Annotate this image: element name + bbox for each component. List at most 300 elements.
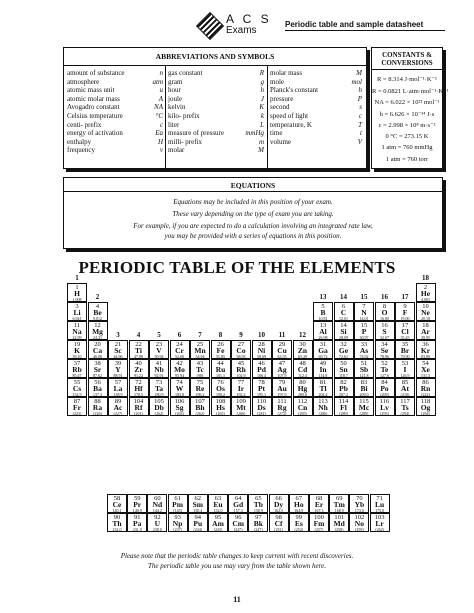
atomic-mass: 186.2 xyxy=(195,392,205,397)
element-symbol: Ta xyxy=(154,384,164,393)
element-symbol: W xyxy=(175,384,184,393)
element-cell xyxy=(313,340,333,359)
abbreviation-symbol: P xyxy=(357,94,362,103)
atomic-mass: 58.93 xyxy=(236,354,246,359)
element-cell xyxy=(188,513,208,532)
group-number: 4 xyxy=(136,331,141,339)
atomic-mass: (262) xyxy=(154,411,164,416)
atomic-mass: 39.95 xyxy=(421,335,430,340)
element-cell xyxy=(334,321,354,340)
atomic-number: 48 xyxy=(299,360,306,367)
periodic-table-title: PERIODIC TABLE OF THE ELEMENTS xyxy=(78,258,396,277)
atomic-number: 118 xyxy=(420,398,431,405)
atomic-number: 71 xyxy=(376,495,383,502)
element-symbol: Ga xyxy=(318,346,328,355)
atomic-number: 54 xyxy=(422,360,429,367)
element-cell xyxy=(147,494,167,513)
atomic-number: 35 xyxy=(401,341,409,348)
abbreviation-row xyxy=(270,138,362,147)
atomic-number: 80 xyxy=(299,379,306,386)
atomic-mass: 175.0 xyxy=(375,508,385,513)
abbreviations-column-3 xyxy=(270,69,362,146)
abbreviation-term: hour xyxy=(168,86,181,95)
element-cell xyxy=(293,359,313,378)
element-cell xyxy=(211,397,231,416)
atomic-number: 66 xyxy=(275,495,282,502)
element-cell xyxy=(170,378,190,397)
element-symbol: Ho xyxy=(294,500,304,509)
abbreviation-row xyxy=(168,78,264,87)
constant-row: R = 8.314 J·mol⁻¹·K⁻¹ xyxy=(377,76,437,83)
atomic-number: 36 xyxy=(422,341,429,348)
group-number: 7 xyxy=(198,331,202,339)
abbreviation-term: gram xyxy=(168,77,183,86)
element-symbol: Se xyxy=(380,346,389,355)
element-cell xyxy=(67,340,87,359)
atomic-number: 51 xyxy=(360,360,368,367)
element-cell xyxy=(416,359,436,378)
atomic-mass: 127.6 xyxy=(380,373,389,378)
element-symbol: Bk xyxy=(253,519,263,528)
atomic-number: 109 xyxy=(236,398,246,405)
atomic-mass: 204.4 xyxy=(318,392,328,397)
element-symbol: Pm xyxy=(172,500,184,509)
abbreviation-term: speed of light xyxy=(270,111,309,120)
abbreviation-term: time xyxy=(270,129,283,138)
element-cell xyxy=(190,378,210,397)
atomic-number: 91 xyxy=(133,514,141,521)
atomic-number: 112 xyxy=(297,398,308,405)
constant-row: c = 2.998 × 10⁸ m·s⁻¹ xyxy=(378,122,436,129)
column-divider xyxy=(267,65,268,168)
abbreviation-row xyxy=(67,121,163,130)
element-symbol: Fl xyxy=(340,403,347,412)
atomic-mass: (285) xyxy=(298,411,307,416)
element-cell xyxy=(170,359,190,378)
abbreviation-symbol: Ea xyxy=(155,129,163,138)
element-cell xyxy=(149,359,169,378)
atomic-mass: (289) xyxy=(339,411,348,416)
abbreviation-symbol: c xyxy=(358,111,362,120)
element-cell xyxy=(211,359,231,378)
atomic-mass: 132.9 xyxy=(72,392,82,397)
element-cell xyxy=(329,494,349,513)
abbreviation-symbol: k xyxy=(260,111,264,120)
abbreviation-term: atmosphere xyxy=(67,77,100,86)
element-symbol: I xyxy=(403,365,407,374)
element-cell xyxy=(188,494,208,513)
atomic-number: 6 xyxy=(341,303,346,310)
element-symbol: Am xyxy=(212,519,224,528)
atomic-mass: 6.941 xyxy=(72,316,82,321)
element-symbol: Es xyxy=(294,519,303,528)
element-cell xyxy=(309,494,329,513)
abbreviation-symbol: atm xyxy=(152,77,163,86)
atomic-mass: (237) xyxy=(173,527,182,532)
element-cell xyxy=(108,340,128,359)
abbreviation-row xyxy=(168,86,264,95)
element-symbol: Kr xyxy=(420,346,431,355)
element-symbol: Mc xyxy=(358,403,370,412)
atomic-number: 111 xyxy=(277,398,287,405)
abbreviation-term: enthalpy xyxy=(67,137,92,146)
atomic-mass: 74.92 xyxy=(359,354,369,359)
abbreviation-row xyxy=(270,95,362,104)
element-cell xyxy=(88,359,108,378)
abbreviation-row xyxy=(270,129,362,138)
element-symbol: Si xyxy=(340,327,347,336)
atomic-mass: 19.00 xyxy=(400,316,410,321)
group-number: 2 xyxy=(95,293,100,301)
atomic-number: 26 xyxy=(217,341,224,348)
atomic-number: 16 xyxy=(381,322,388,329)
atomic-mass: (289) xyxy=(359,411,369,416)
atomic-mass: 1.008 xyxy=(72,297,82,302)
atomic-mass: 4.003 xyxy=(421,297,430,302)
element-symbol: Fe xyxy=(216,346,225,355)
element-cell xyxy=(170,340,190,359)
atomic-number: 70 xyxy=(356,495,363,502)
atomic-mass: 92.91 xyxy=(154,373,164,378)
column-divider xyxy=(165,65,166,168)
element-symbol: F xyxy=(402,308,408,317)
atomic-mass: (263) xyxy=(175,411,184,416)
atomic-mass: 162.5 xyxy=(274,508,284,513)
element-symbol: K xyxy=(74,346,80,355)
element-cell xyxy=(395,378,415,397)
element-cell xyxy=(313,321,333,340)
atomic-mass: 101.1 xyxy=(216,373,225,378)
element-symbol: Ru xyxy=(215,365,226,374)
element-symbol: Zr xyxy=(134,365,143,374)
atomic-mass: 207.2 xyxy=(339,392,348,397)
element-cell xyxy=(67,397,87,416)
atomic-number: 75 xyxy=(196,379,204,386)
atomic-mass: (286) xyxy=(318,411,328,416)
element-cell xyxy=(334,340,354,359)
group-number: 14 xyxy=(340,293,347,301)
atomic-mass: 168.9 xyxy=(334,508,344,513)
element-cell xyxy=(272,397,292,416)
atomic-number: 55 xyxy=(73,379,81,386)
atomic-number: 96 xyxy=(234,514,242,521)
element-cell xyxy=(88,378,108,397)
element-cell xyxy=(170,397,190,416)
element-symbol: Bh xyxy=(195,403,205,412)
atomic-number: 38 xyxy=(94,360,101,367)
atomic-mass: 47.88 xyxy=(134,354,143,359)
atomic-mass: 35.45 xyxy=(400,335,410,340)
element-symbol: B xyxy=(320,308,326,317)
abbreviation-term: kilo- prefix xyxy=(168,111,200,120)
element-symbol: Ca xyxy=(92,346,103,355)
element-cell xyxy=(252,378,272,397)
atomic-number: 84 xyxy=(381,379,388,386)
abbreviation-row xyxy=(67,146,163,155)
abbreviation-symbol: NA xyxy=(154,103,163,112)
element-cell xyxy=(67,378,87,397)
atomic-number: 76 xyxy=(217,379,224,386)
element-symbol: La xyxy=(113,384,123,393)
element-symbol: Pt xyxy=(257,384,266,393)
abbreviation-row xyxy=(67,103,163,112)
element-cell xyxy=(168,494,188,513)
element-symbol: Ra xyxy=(92,403,103,412)
element-symbol: Cu xyxy=(277,346,287,355)
element-symbol: Cl xyxy=(401,327,409,336)
atomic-number: 104 xyxy=(133,398,144,405)
atomic-number: 11 xyxy=(73,322,81,329)
atomic-number: 33 xyxy=(360,341,368,348)
element-symbol: Tl xyxy=(319,384,327,393)
element-cell xyxy=(313,302,333,321)
atomic-number: 93 xyxy=(174,514,181,521)
element-cell xyxy=(248,494,268,513)
element-cell xyxy=(416,283,436,302)
atomic-number: 2 xyxy=(423,284,428,291)
atomic-mass: 173.0 xyxy=(354,508,364,513)
atomic-number: 24 xyxy=(176,341,183,348)
element-cell xyxy=(231,397,251,416)
abbreviation-row xyxy=(270,121,362,130)
constant-row: 0 °C = 273.15 K xyxy=(385,132,429,140)
abbreviation-term: amount of substance xyxy=(67,69,125,77)
element-cell xyxy=(272,359,292,378)
atomic-mass: 58.69 xyxy=(257,354,266,359)
element-symbol: Mn xyxy=(194,346,206,355)
atomic-mass: 10.81 xyxy=(318,316,328,321)
atomic-number: 106 xyxy=(174,398,185,405)
abbreviation-term: molar xyxy=(168,146,185,155)
abbreviation-term: volume xyxy=(270,137,291,146)
constant-row: NA = 6.022 × 10²³ mol⁻¹ xyxy=(374,99,440,106)
abbreviation-row xyxy=(270,103,362,112)
element-symbol: Cd xyxy=(297,365,308,374)
atomic-number: 1 xyxy=(75,284,79,291)
constants-rule xyxy=(372,69,442,70)
atomic-mass: (259) xyxy=(355,527,364,532)
element-symbol: He xyxy=(420,289,431,298)
abbreviation-row xyxy=(270,78,362,87)
atomic-mass: 28.09 xyxy=(339,335,348,340)
atomic-number: 21 xyxy=(114,341,122,348)
element-cell xyxy=(190,397,210,416)
group-number: 15 xyxy=(360,293,368,301)
group-number: 10 xyxy=(258,331,265,339)
note-line-2: The periodic table you use may vary from the table shown here. xyxy=(148,562,326,570)
element-cell xyxy=(88,340,108,359)
element-cell xyxy=(231,359,251,378)
element-cell xyxy=(354,397,374,416)
atomic-mass: 44.96 xyxy=(113,354,123,359)
atomic-mass: (258) xyxy=(334,527,344,532)
atomic-number: 100 xyxy=(314,514,324,521)
element-cell xyxy=(375,397,395,416)
element-cell xyxy=(349,494,369,513)
element-symbol: Ds xyxy=(257,403,266,412)
atomic-mass: (222) xyxy=(421,392,430,397)
atomic-number: 86 xyxy=(422,379,429,386)
atomic-number: 50 xyxy=(340,360,347,367)
abbreviation-term: kelvin xyxy=(168,103,186,112)
atomic-mass: 167.3 xyxy=(314,508,324,513)
group-number: 12 xyxy=(299,331,306,339)
abbreviation-symbol: H xyxy=(157,137,163,146)
element-symbol: Cn xyxy=(297,403,308,412)
element-symbol: Au xyxy=(277,384,287,393)
atomic-mass: 79.90 xyxy=(400,354,410,359)
element-symbol: O xyxy=(381,308,388,317)
atomic-number: 5 xyxy=(321,303,325,310)
element-cell xyxy=(88,321,108,340)
element-cell xyxy=(147,513,167,532)
atomic-number: 74 xyxy=(176,379,183,386)
element-symbol: Ni xyxy=(257,346,266,355)
atomic-number: 42 xyxy=(176,360,183,367)
element-cell xyxy=(313,378,333,397)
element-cell xyxy=(108,378,128,397)
atomic-mass: 231.0 xyxy=(132,527,142,532)
atomic-number: 40 xyxy=(135,360,142,367)
atomic-mass: 32.07 xyxy=(380,335,389,340)
atomic-number: 113 xyxy=(318,398,328,405)
element-cell xyxy=(67,359,87,378)
atomic-mass: (257) xyxy=(314,527,324,532)
atomic-number: 4 xyxy=(95,303,100,310)
atomic-number: 72 xyxy=(135,379,142,386)
atomic-mass: 107.9 xyxy=(277,373,287,378)
equations-line-3: For example, if you are expected to do a calculation involving an integrated rate law, xyxy=(133,222,373,230)
atomic-number: 73 xyxy=(155,379,163,386)
element-symbol: Co xyxy=(236,346,246,355)
element-cell xyxy=(129,340,149,359)
atomic-mass: 195.1 xyxy=(257,392,266,397)
atomic-mass: 54.94 xyxy=(195,354,205,359)
element-symbol: Er xyxy=(314,500,324,509)
abbreviation-symbol: J xyxy=(260,94,264,103)
abbreviation-row xyxy=(270,86,362,95)
element-cell xyxy=(168,513,188,532)
atomic-mass: 190.2 xyxy=(216,392,225,397)
element-symbol: Os xyxy=(216,384,225,393)
element-symbol: Ne xyxy=(421,308,430,317)
element-symbol: Nh xyxy=(318,403,328,412)
atomic-mass: (293) xyxy=(380,411,389,416)
element-symbol: Sn xyxy=(339,365,348,374)
element-symbol: Lr xyxy=(375,519,384,528)
group-number: 11 xyxy=(278,331,286,339)
logo-acs-text: A C S xyxy=(226,12,272,26)
element-symbol: As xyxy=(359,346,369,355)
atomic-number: 30 xyxy=(299,341,306,348)
constants-box xyxy=(371,47,449,169)
atomic-mass: 55.85 xyxy=(216,354,225,359)
element-cell xyxy=(293,378,313,397)
abbreviation-term: temperature, K xyxy=(270,120,312,129)
abbreviation-symbol: u xyxy=(159,86,163,95)
constant-row: 1 atm = 760 torr xyxy=(385,155,429,163)
atomic-number: 94 xyxy=(194,514,202,521)
atomic-number: 101 xyxy=(334,514,345,521)
atomic-mass: 131.3 xyxy=(421,373,430,378)
equations-box xyxy=(63,177,443,249)
element-cell xyxy=(211,340,231,359)
abbreviations-column-1 xyxy=(67,69,163,155)
atomic-mass: (294) xyxy=(400,411,410,416)
element-cell xyxy=(395,397,415,416)
element-cell xyxy=(395,340,415,359)
element-cell xyxy=(334,378,354,397)
element-symbol: Cs xyxy=(72,384,82,393)
atomic-mass: (261) xyxy=(134,411,143,416)
element-symbol: Mo xyxy=(174,365,185,374)
element-cell xyxy=(289,513,309,532)
equations-line-4: you may be provided with a series of equations in this position. xyxy=(164,232,342,240)
atomic-mass: 88.91 xyxy=(113,373,123,378)
atomic-mass: 152.0 xyxy=(213,508,223,513)
abbreviation-symbol: mmHg xyxy=(245,129,264,138)
element-cell xyxy=(108,397,128,416)
element-symbol: In xyxy=(319,365,327,374)
atomic-mass: 144.2 xyxy=(152,508,162,513)
abbreviation-term: liter xyxy=(168,120,180,129)
element-symbol: Db xyxy=(154,403,164,412)
element-cell xyxy=(289,494,309,513)
element-symbol: Pr xyxy=(133,500,142,509)
group-number: 13 xyxy=(319,293,327,301)
element-symbol: Bi xyxy=(360,384,368,393)
atomic-number: 60 xyxy=(154,495,161,502)
atomic-number: 57 xyxy=(114,379,122,386)
abbreviation-symbol: R xyxy=(259,69,264,77)
element-cell xyxy=(395,302,415,321)
abbreviation-row xyxy=(168,129,264,138)
group-number: 16 xyxy=(381,293,388,301)
abbreviations-rule xyxy=(64,65,366,66)
element-cell xyxy=(252,397,272,416)
atomic-mass: (209) xyxy=(380,392,389,397)
element-symbol: Hf xyxy=(134,384,143,393)
abbreviation-row xyxy=(168,112,264,121)
element-symbol: Tc xyxy=(196,365,204,374)
abbreviation-row xyxy=(67,95,163,104)
atomic-number: 52 xyxy=(381,360,388,367)
atomic-mass: 72.61 xyxy=(339,354,348,359)
element-cell xyxy=(375,359,395,378)
element-cell xyxy=(354,321,374,340)
element-symbol: Og xyxy=(420,403,431,412)
atomic-number: 8 xyxy=(382,303,387,310)
atomic-number: 25 xyxy=(196,341,204,348)
element-symbol: Tb xyxy=(253,500,263,509)
atomic-mass: 158.9 xyxy=(253,508,263,513)
abbreviation-term: Celsius temperature xyxy=(67,111,123,120)
element-cell xyxy=(149,378,169,397)
atomic-number: 62 xyxy=(194,495,202,502)
element-cell xyxy=(416,397,436,416)
element-symbol: Ce xyxy=(112,500,122,509)
abbreviation-term: milli- prefix xyxy=(168,137,203,146)
element-cell xyxy=(354,378,374,397)
element-cell xyxy=(211,378,231,397)
abbreviation-row xyxy=(270,69,362,78)
atomic-mass: 16.00 xyxy=(380,316,389,321)
abbreviation-symbol: h xyxy=(358,86,362,95)
atomic-mass: (244) xyxy=(193,527,203,532)
atomic-mass: (251) xyxy=(274,527,283,532)
atomic-number: 58 xyxy=(113,495,121,502)
element-symbol: Ba xyxy=(93,384,102,393)
